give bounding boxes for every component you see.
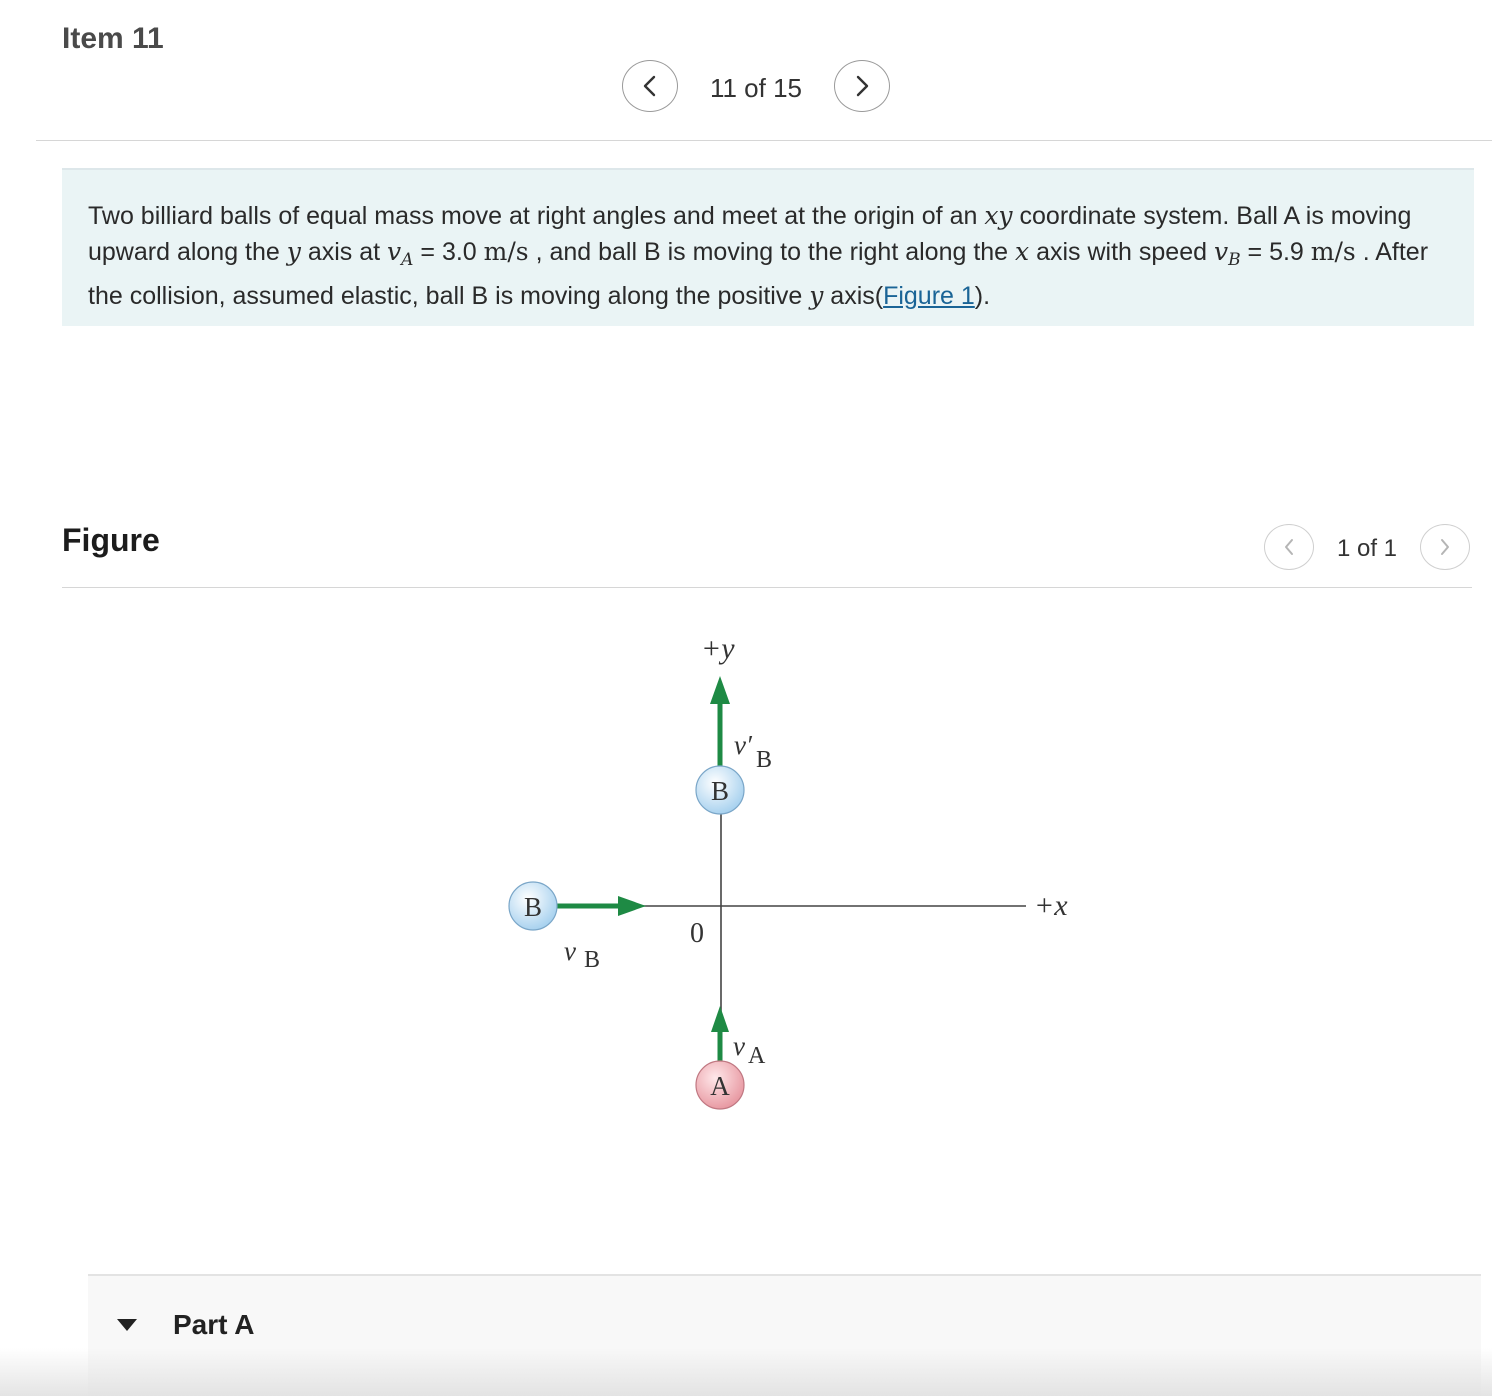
item-title: Item 11	[62, 22, 164, 55]
header-divider	[36, 140, 1492, 141]
caret-down-icon[interactable]	[116, 1318, 138, 1332]
math-v: v	[387, 237, 402, 266]
v-prime-b-subscript: B	[756, 747, 773, 773]
figure-heading: Figure	[62, 522, 160, 558]
math-x: x	[1015, 237, 1030, 266]
item-pager-count: 11 of 15	[709, 72, 803, 103]
part-a-header[interactable]: Part A	[173, 1309, 255, 1340]
figure-1-link[interactable]: Figure 1	[883, 282, 975, 310]
v-prime-b-arrow-head	[710, 676, 730, 704]
question-text-segment: . After the collision, assumed elastic, ball B is moving along the positive	[88, 238, 1429, 310]
question-text-segment: = 5.9	[1240, 238, 1311, 266]
part-a-panel	[88, 1274, 1481, 1396]
math-subscript: A	[401, 250, 414, 270]
chevron-left-icon	[640, 74, 660, 98]
item-pager	[622, 60, 890, 112]
collision-diagram	[440, 620, 1140, 1140]
math-v: v	[1213, 237, 1229, 266]
ball-b-before-label: B	[523, 892, 543, 922]
math-y: y	[809, 281, 824, 310]
next-item-button[interactable]	[834, 60, 890, 112]
question-text-segment: ).	[974, 282, 991, 310]
question-text-segment: = 3.0	[413, 238, 484, 266]
v-a-label: v	[733, 1031, 745, 1061]
ball-a-label: A	[710, 1071, 730, 1101]
math-xy: xy	[984, 201, 1013, 230]
figure-pager	[1264, 524, 1470, 570]
figure-divider	[62, 587, 1472, 588]
plus-x-label: +x	[1034, 889, 1068, 922]
v-b-subscript: B	[584, 947, 601, 973]
math-y: y	[286, 237, 301, 266]
question-text-segment: , and ball B is moving to the right along the	[528, 238, 1016, 266]
previous-figure-button[interactable]	[1264, 524, 1314, 570]
v-a-arrow-head	[711, 1006, 729, 1032]
math-unit: m/s	[483, 237, 529, 266]
chevron-right-icon	[852, 74, 872, 98]
question-text-segment: axis with speed	[1029, 238, 1214, 266]
math-subscript: B	[1228, 250, 1241, 270]
plus-y-label: +y	[701, 632, 735, 665]
chevron-right-icon	[1437, 537, 1453, 557]
figure-pager-count: 1 of 1	[1336, 535, 1398, 562]
v-a-subscript: A	[748, 1043, 766, 1069]
question-text-segment: axis(	[823, 282, 884, 310]
v-b-arrow-head	[618, 896, 646, 916]
ball-b-after-label: B	[710, 776, 730, 806]
question-text	[62, 168, 1474, 326]
question-text-segment: axis at	[300, 238, 388, 266]
chevron-left-icon	[1281, 537, 1297, 557]
v-b-label: v	[564, 936, 576, 966]
question-text-segment: Two billiard balls of equal mass move at right angles and meet at the origin of an	[88, 202, 985, 230]
v-prime-b-label: v′	[734, 730, 752, 760]
origin-label: 0	[690, 918, 704, 949]
previous-item-button[interactable]	[622, 60, 678, 112]
question-text-segment: coordinate system. Ball A is moving upward along the	[88, 202, 1412, 266]
next-figure-button[interactable]	[1420, 524, 1470, 570]
math-unit: m/s	[1310, 237, 1356, 266]
